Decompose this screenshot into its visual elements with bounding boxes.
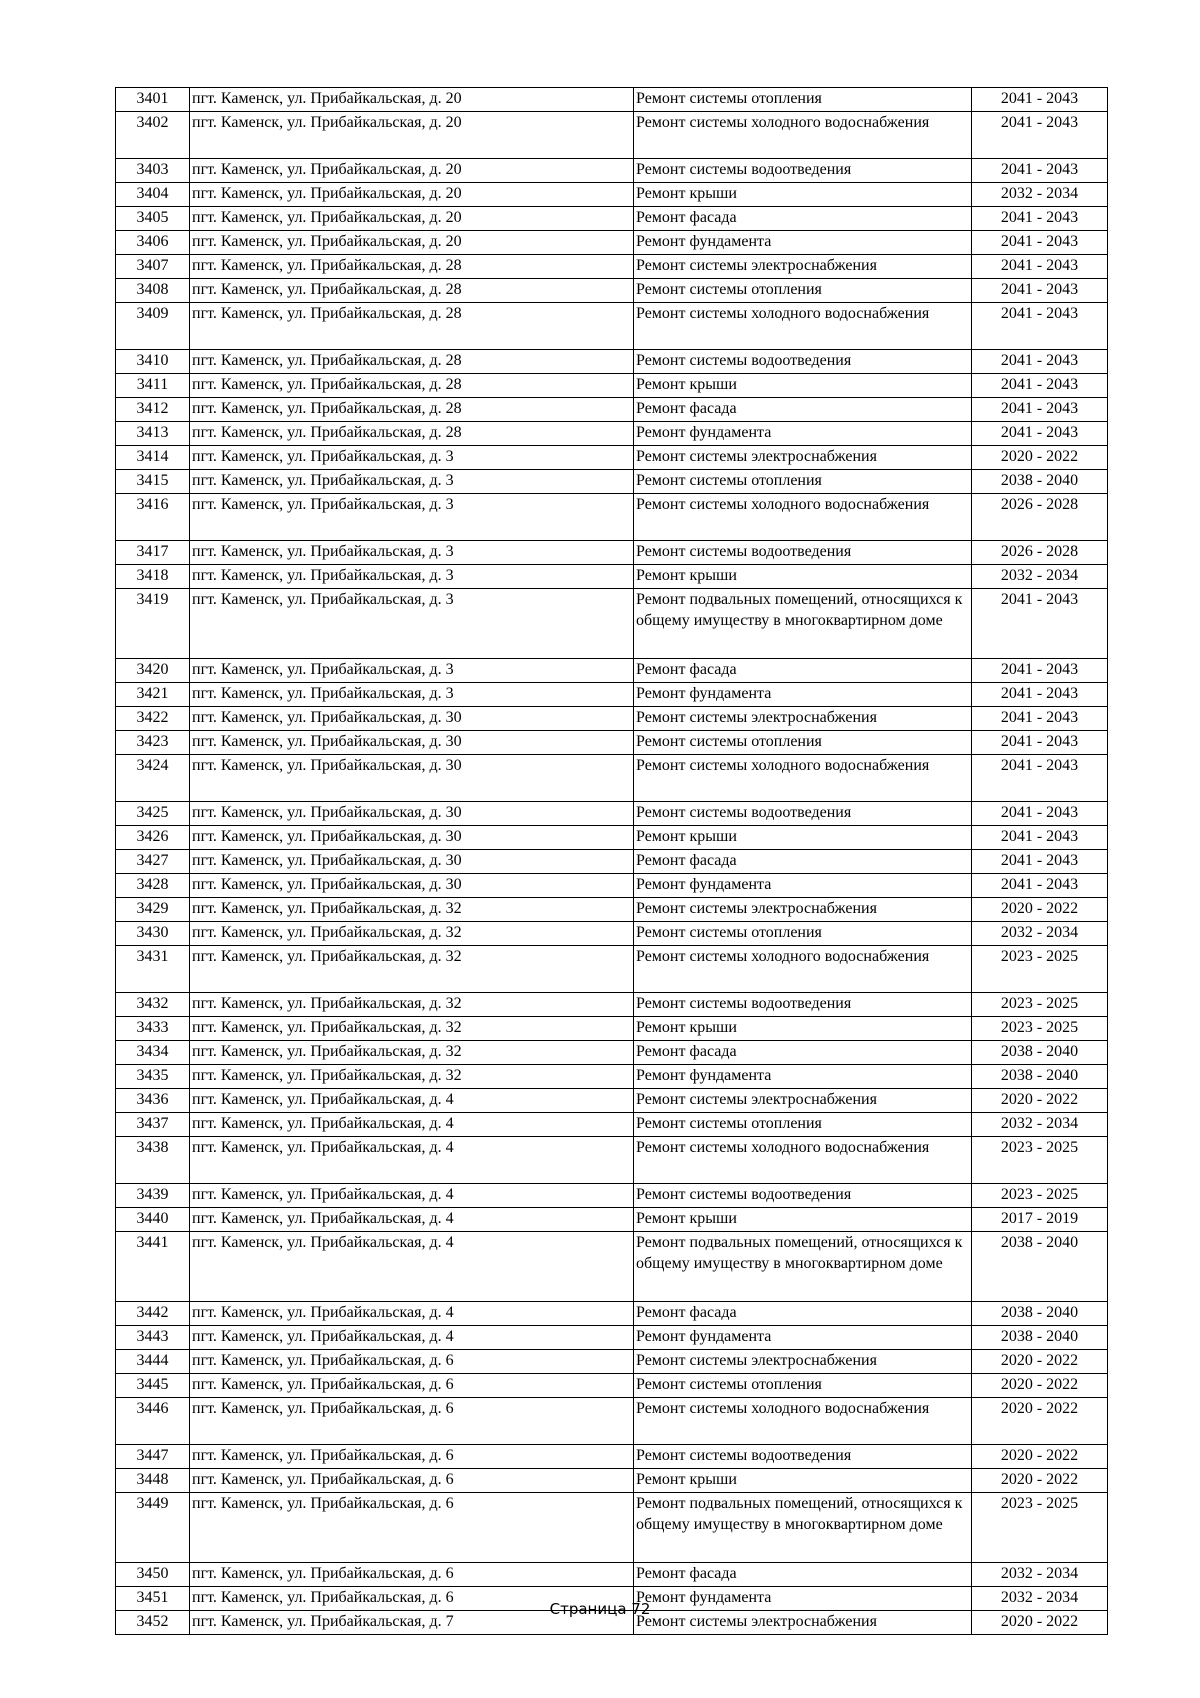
address-cell: пгт. Каменск, ул. Прибайкальская, д. 28: [190, 303, 634, 350]
row-number-cell: 3430: [116, 922, 190, 946]
work-type-cell: Ремонт системы электроснабжения: [634, 1611, 972, 1635]
period-cell: 2041 - 2043: [972, 88, 1108, 112]
work-type-cell: Ремонт крыши: [634, 1469, 972, 1493]
address-cell: пгт. Каменск, ул. Прибайкальская, д. 6: [190, 1469, 634, 1493]
row-number-cell: 3433: [116, 1017, 190, 1041]
period-cell: 2026 - 2028: [972, 494, 1108, 541]
work-type-cell: Ремонт системы холодного водоснабжения: [634, 1398, 972, 1445]
table-row: [116, 1089, 1108, 1113]
work-type-cell: Ремонт крыши: [634, 183, 972, 207]
table-row: [116, 494, 1108, 541]
work-type-cell: Ремонт системы холодного водоснабжения: [634, 755, 972, 802]
period-cell: 2041 - 2043: [972, 850, 1108, 874]
work-type-cell: Ремонт системы электроснабжения: [634, 255, 972, 279]
row-number-cell: 3404: [116, 183, 190, 207]
period-cell: 2032 - 2034: [972, 1113, 1108, 1137]
address-cell: пгт. Каменск, ул. Прибайкальская, д. 30: [190, 802, 634, 826]
period-cell: 2041 - 2043: [972, 659, 1108, 683]
address-cell: пгт. Каменск, ул. Прибайкальская, д. 7: [190, 1611, 634, 1635]
table-row: [116, 850, 1108, 874]
table-row: [116, 707, 1108, 731]
address-cell: пгт. Каменск, ул. Прибайкальская, д. 30: [190, 755, 634, 802]
period-cell: 2041 - 2043: [972, 350, 1108, 374]
period-cell: 2041 - 2043: [972, 731, 1108, 755]
table-row: [116, 993, 1108, 1017]
address-cell: пгт. Каменск, ул. Прибайкальская, д. 28: [190, 398, 634, 422]
row-number-cell: 3417: [116, 541, 190, 565]
address-cell: пгт. Каменск, ул. Прибайкальская, д. 4: [190, 1232, 634, 1302]
address-cell: пгт. Каменск, ул. Прибайкальская, д. 20: [190, 88, 634, 112]
period-cell: 2038 - 2040: [972, 1065, 1108, 1089]
table-row: [116, 1445, 1108, 1469]
period-cell: 2020 - 2022: [972, 446, 1108, 470]
work-type-cell: Ремонт фундамента: [634, 422, 972, 446]
address-cell: пгт. Каменск, ул. Прибайкальская, д. 3: [190, 589, 634, 659]
address-cell: пгт. Каменск, ул. Прибайкальская, д. 28: [190, 374, 634, 398]
work-type-cell: Ремонт системы водоотведения: [634, 350, 972, 374]
row-number-cell: 3406: [116, 231, 190, 255]
work-type-cell: Ремонт системы водоотведения: [634, 993, 972, 1017]
period-cell: 2041 - 2043: [972, 303, 1108, 350]
period-cell: 2041 - 2043: [972, 683, 1108, 707]
row-number-cell: 3442: [116, 1302, 190, 1326]
work-type-cell: Ремонт системы водоотведения: [634, 1445, 972, 1469]
row-number-cell: 3441: [116, 1232, 190, 1302]
address-cell: пгт. Каменск, ул. Прибайкальская, д. 6: [190, 1350, 634, 1374]
period-cell: 2023 - 2025: [972, 1493, 1108, 1563]
address-cell: пгт. Каменск, ул. Прибайкальская, д. 3: [190, 565, 634, 589]
period-cell: 2041 - 2043: [972, 589, 1108, 659]
work-type-cell: Ремонт системы холодного водоснабжения: [634, 1137, 972, 1184]
row-number-cell: 3407: [116, 255, 190, 279]
period-cell: 2020 - 2022: [972, 1445, 1108, 1469]
work-type-cell: Ремонт системы водоотведения: [634, 802, 972, 826]
work-type-cell: Ремонт фасада: [634, 1302, 972, 1326]
table-row: [116, 398, 1108, 422]
period-cell: 2023 - 2025: [972, 993, 1108, 1017]
address-cell: пгт. Каменск, ул. Прибайкальская, д. 32: [190, 1041, 634, 1065]
address-cell: пгт. Каменск, ул. Прибайкальская, д. 3: [190, 446, 634, 470]
row-number-cell: 3422: [116, 707, 190, 731]
table-row: [116, 470, 1108, 494]
work-type-cell: Ремонт системы электроснабжения: [634, 446, 972, 470]
address-cell: пгт. Каменск, ул. Прибайкальская, д. 30: [190, 731, 634, 755]
work-type-cell: Ремонт подвальных помещений, относящихся к общему имуществу в многоквартирном доме: [634, 589, 972, 659]
address-cell: пгт. Каменск, ул. Прибайкальская, д. 30: [190, 826, 634, 850]
work-type-cell: Ремонт фасада: [634, 659, 972, 683]
work-type-cell: Ремонт системы электроснабжения: [634, 1089, 972, 1113]
table-row: [116, 1113, 1108, 1137]
period-cell: 2041 - 2043: [972, 422, 1108, 446]
work-type-cell: Ремонт крыши: [634, 1017, 972, 1041]
work-type-cell: Ремонт системы холодного водоснабжения: [634, 303, 972, 350]
period-cell: 2041 - 2043: [972, 398, 1108, 422]
period-cell: 2038 - 2040: [972, 470, 1108, 494]
period-cell: 2032 - 2034: [972, 183, 1108, 207]
row-number-cell: 3425: [116, 802, 190, 826]
table-row: [116, 1208, 1108, 1232]
work-type-cell: Ремонт системы холодного водоснабжения: [634, 946, 972, 993]
table-row: [116, 589, 1108, 659]
table-row: [116, 1041, 1108, 1065]
row-number-cell: 3413: [116, 422, 190, 446]
page-number: Страница 72: [549, 1600, 651, 1618]
address-cell: пгт. Каменск, ул. Прибайкальская, д. 4: [190, 1326, 634, 1350]
address-cell: пгт. Каменск, ул. Прибайкальская, д. 20: [190, 183, 634, 207]
work-type-cell: Ремонт фасада: [634, 207, 972, 231]
period-cell: 2020 - 2022: [972, 1398, 1108, 1445]
table-row: [116, 231, 1108, 255]
row-number-cell: 3420: [116, 659, 190, 683]
work-type-cell: Ремонт крыши: [634, 1208, 972, 1232]
period-cell: 2041 - 2043: [972, 207, 1108, 231]
work-type-cell: Ремонт фасада: [634, 1563, 972, 1587]
work-type-cell: Ремонт фундамента: [634, 1587, 972, 1611]
period-cell: 2020 - 2022: [972, 1089, 1108, 1113]
table-row: [116, 303, 1108, 350]
work-type-cell: Ремонт фундамента: [634, 1326, 972, 1350]
table-row: [116, 183, 1108, 207]
table-row: [116, 874, 1108, 898]
work-type-cell: Ремонт системы отопления: [634, 1113, 972, 1137]
table-row: [116, 1374, 1108, 1398]
work-type-cell: Ремонт системы водоотведения: [634, 159, 972, 183]
address-cell: пгт. Каменск, ул. Прибайкальская, д. 4: [190, 1208, 634, 1232]
table-row: [116, 422, 1108, 446]
row-number-cell: 3424: [116, 755, 190, 802]
period-cell: 2032 - 2034: [972, 1563, 1108, 1587]
address-cell: пгт. Каменск, ул. Прибайкальская, д. 6: [190, 1445, 634, 1469]
row-number-cell: 3410: [116, 350, 190, 374]
row-number-cell: 3451: [116, 1587, 190, 1611]
table-row: [116, 350, 1108, 374]
row-number-cell: 3443: [116, 1326, 190, 1350]
table-row: [116, 731, 1108, 755]
period-cell: 2032 - 2034: [972, 922, 1108, 946]
address-cell: пгт. Каменск, ул. Прибайкальская, д. 20: [190, 207, 634, 231]
work-type-cell: Ремонт системы холодного водоснабжения: [634, 494, 972, 541]
row-number-cell: 3450: [116, 1563, 190, 1587]
table-row: [116, 659, 1108, 683]
row-number-cell: 3448: [116, 1469, 190, 1493]
period-cell: 2026 - 2028: [972, 541, 1108, 565]
work-type-cell: Ремонт подвальных помещений, относящихся к общему имуществу в многоквартирном доме: [634, 1232, 972, 1302]
row-number-cell: 3436: [116, 1089, 190, 1113]
period-cell: 2038 - 2040: [972, 1326, 1108, 1350]
work-type-cell: Ремонт системы водоотведения: [634, 541, 972, 565]
address-cell: пгт. Каменск, ул. Прибайкальская, д. 28: [190, 279, 634, 303]
work-type-cell: Ремонт системы отопления: [634, 88, 972, 112]
address-cell: пгт. Каменск, ул. Прибайкальская, д. 3: [190, 494, 634, 541]
period-cell: 2032 - 2034: [972, 1587, 1108, 1611]
address-cell: пгт. Каменск, ул. Прибайкальская, д. 4: [190, 1137, 634, 1184]
address-cell: пгт. Каменск, ул. Прибайкальская, д. 3: [190, 683, 634, 707]
work-type-cell: Ремонт системы холодного водоснабжения: [634, 112, 972, 159]
period-cell: 2041 - 2043: [972, 255, 1108, 279]
address-cell: пгт. Каменск, ул. Прибайкальская, д. 3: [190, 541, 634, 565]
period-cell: 2023 - 2025: [972, 1017, 1108, 1041]
work-type-cell: Ремонт системы электроснабжения: [634, 898, 972, 922]
table-row: [116, 1017, 1108, 1041]
period-cell: 2038 - 2040: [972, 1302, 1108, 1326]
work-type-cell: Ремонт подвальных помещений, относящихся к общему имуществу в многоквартирном доме: [634, 1493, 972, 1563]
row-number-cell: 3409: [116, 303, 190, 350]
work-type-cell: Ремонт фасада: [634, 1041, 972, 1065]
address-cell: пгт. Каменск, ул. Прибайкальская, д. 20: [190, 159, 634, 183]
row-number-cell: 3414: [116, 446, 190, 470]
work-type-cell: Ремонт фасада: [634, 850, 972, 874]
address-cell: пгт. Каменск, ул. Прибайкальская, д. 32: [190, 922, 634, 946]
period-cell: 2023 - 2025: [972, 1137, 1108, 1184]
period-cell: 2041 - 2043: [972, 707, 1108, 731]
row-number-cell: 3447: [116, 1445, 190, 1469]
table-row: [116, 1065, 1108, 1089]
table-row: [116, 446, 1108, 470]
table-row: [116, 1493, 1108, 1563]
period-cell: 2041 - 2043: [972, 159, 1108, 183]
address-cell: пгт. Каменск, ул. Прибайкальская, д. 32: [190, 898, 634, 922]
row-number-cell: 3438: [116, 1137, 190, 1184]
period-cell: 2023 - 2025: [972, 1184, 1108, 1208]
period-cell: 2032 - 2034: [972, 565, 1108, 589]
row-number-cell: 3445: [116, 1374, 190, 1398]
work-type-cell: Ремонт системы отопления: [634, 922, 972, 946]
work-type-cell: Ремонт системы электроснабжения: [634, 707, 972, 731]
table-row: [116, 683, 1108, 707]
table-row: [116, 159, 1108, 183]
address-cell: пгт. Каменск, ул. Прибайкальская, д. 20: [190, 231, 634, 255]
period-cell: 2041 - 2043: [972, 826, 1108, 850]
period-cell: 2038 - 2040: [972, 1232, 1108, 1302]
work-type-cell: Ремонт фундамента: [634, 231, 972, 255]
works-table-body: [116, 88, 1108, 1635]
period-cell: 2041 - 2043: [972, 231, 1108, 255]
period-cell: 2041 - 2043: [972, 374, 1108, 398]
address-cell: пгт. Каменск, ул. Прибайкальская, д. 4: [190, 1089, 634, 1113]
address-cell: пгт. Каменск, ул. Прибайкальская, д. 6: [190, 1374, 634, 1398]
row-number-cell: 3437: [116, 1113, 190, 1137]
table-row: [116, 565, 1108, 589]
row-number-cell: 3401: [116, 88, 190, 112]
row-number-cell: 3418: [116, 565, 190, 589]
row-number-cell: 3408: [116, 279, 190, 303]
address-cell: пгт. Каменск, ул. Прибайкальская, д. 6: [190, 1493, 634, 1563]
period-cell: 2020 - 2022: [972, 898, 1108, 922]
row-number-cell: 3419: [116, 589, 190, 659]
work-type-cell: Ремонт фундамента: [634, 1065, 972, 1089]
period-cell: 2041 - 2043: [972, 802, 1108, 826]
work-type-cell: Ремонт системы отопления: [634, 279, 972, 303]
period-cell: 2020 - 2022: [972, 1374, 1108, 1398]
work-type-cell: Ремонт системы отопления: [634, 731, 972, 755]
table-row: [116, 922, 1108, 946]
table-row: [116, 946, 1108, 993]
period-cell: 2020 - 2022: [972, 1350, 1108, 1374]
address-cell: пгт. Каменск, ул. Прибайкальская, д. 6: [190, 1398, 634, 1445]
work-type-cell: Ремонт системы отопления: [634, 1374, 972, 1398]
row-number-cell: 3428: [116, 874, 190, 898]
address-cell: пгт. Каменск, ул. Прибайкальская, д. 30: [190, 850, 634, 874]
address-cell: пгт. Каменск, ул. Прибайкальская, д. 6: [190, 1563, 634, 1587]
work-type-cell: Ремонт крыши: [634, 374, 972, 398]
address-cell: пгт. Каменск, ул. Прибайкальская, д. 30: [190, 874, 634, 898]
row-number-cell: 3403: [116, 159, 190, 183]
row-number-cell: 3435: [116, 1065, 190, 1089]
works-table: [115, 87, 1108, 1635]
row-number-cell: 3415: [116, 470, 190, 494]
row-number-cell: 3434: [116, 1041, 190, 1065]
period-cell: 2041 - 2043: [972, 755, 1108, 802]
row-number-cell: 3421: [116, 683, 190, 707]
address-cell: пгт. Каменск, ул. Прибайкальская, д. 28: [190, 255, 634, 279]
period-cell: 2017 - 2019: [972, 1208, 1108, 1232]
work-type-cell: Ремонт фасада: [634, 398, 972, 422]
address-cell: пгт. Каменск, ул. Прибайкальская, д. 30: [190, 707, 634, 731]
table-row: [116, 898, 1108, 922]
row-number-cell: 3402: [116, 112, 190, 159]
work-type-cell: Ремонт крыши: [634, 565, 972, 589]
table-row: [116, 1326, 1108, 1350]
table-row: [116, 255, 1108, 279]
row-number-cell: 3431: [116, 946, 190, 993]
address-cell: пгт. Каменск, ул. Прибайкальская, д. 3: [190, 659, 634, 683]
table-row: [116, 826, 1108, 850]
row-number-cell: 3427: [116, 850, 190, 874]
address-cell: пгт. Каменск, ул. Прибайкальская, д. 6: [190, 1587, 634, 1611]
address-cell: пгт. Каменск, ул. Прибайкальская, д. 32: [190, 993, 634, 1017]
table-row: [116, 1563, 1108, 1587]
address-cell: пгт. Каменск, ул. Прибайкальская, д. 28: [190, 350, 634, 374]
row-number-cell: 3405: [116, 207, 190, 231]
table-row: [116, 112, 1108, 159]
row-number-cell: 3416: [116, 494, 190, 541]
table-row: [116, 1302, 1108, 1326]
table-row: [116, 541, 1108, 565]
table-row: [116, 1350, 1108, 1374]
table-row: [116, 1184, 1108, 1208]
period-cell: 2038 - 2040: [972, 1041, 1108, 1065]
row-number-cell: 3426: [116, 826, 190, 850]
work-type-cell: Ремонт системы водоотведения: [634, 1184, 972, 1208]
row-number-cell: 3440: [116, 1208, 190, 1232]
address-cell: пгт. Каменск, ул. Прибайкальская, д. 20: [190, 112, 634, 159]
row-number-cell: 3423: [116, 731, 190, 755]
row-number-cell: 3444: [116, 1350, 190, 1374]
row-number-cell: 3439: [116, 1184, 190, 1208]
row-number-cell: 3452: [116, 1611, 190, 1635]
period-cell: 2041 - 2043: [972, 279, 1108, 303]
table-row: [116, 374, 1108, 398]
address-cell: пгт. Каменск, ул. Прибайкальская, д. 28: [190, 422, 634, 446]
period-cell: 2020 - 2022: [972, 1469, 1108, 1493]
row-number-cell: 3446: [116, 1398, 190, 1445]
period-cell: 2041 - 2043: [972, 112, 1108, 159]
table-row: [116, 207, 1108, 231]
table-row: [116, 279, 1108, 303]
table-row: [116, 1232, 1108, 1302]
table-row: [116, 88, 1108, 112]
address-cell: пгт. Каменск, ул. Прибайкальская, д. 4: [190, 1184, 634, 1208]
address-cell: пгт. Каменск, ул. Прибайкальская, д. 32: [190, 1017, 634, 1041]
work-type-cell: Ремонт системы электроснабжения: [634, 1350, 972, 1374]
address-cell: пгт. Каменск, ул. Прибайкальская, д. 4: [190, 1113, 634, 1137]
table-row: [116, 755, 1108, 802]
period-cell: 2023 - 2025: [972, 946, 1108, 993]
address-cell: пгт. Каменск, ул. Прибайкальская, д. 3: [190, 470, 634, 494]
address-cell: пгт. Каменск, ул. Прибайкальская, д. 32: [190, 946, 634, 993]
work-type-cell: Ремонт крыши: [634, 826, 972, 850]
address-cell: пгт. Каменск, ул. Прибайкальская, д. 4: [190, 1302, 634, 1326]
period-cell: 2041 - 2043: [972, 874, 1108, 898]
row-number-cell: 3432: [116, 993, 190, 1017]
table-row: [116, 1398, 1108, 1445]
table-row: [116, 1469, 1108, 1493]
row-number-cell: 3449: [116, 1493, 190, 1563]
work-type-cell: Ремонт системы отопления: [634, 470, 972, 494]
row-number-cell: 3412: [116, 398, 190, 422]
table-row: [116, 802, 1108, 826]
row-number-cell: 3411: [116, 374, 190, 398]
period-cell: 2020 - 2022: [972, 1611, 1108, 1635]
work-type-cell: Ремонт фундамента: [634, 874, 972, 898]
row-number-cell: 3429: [116, 898, 190, 922]
work-type-cell: Ремонт фундамента: [634, 683, 972, 707]
table-row: [116, 1137, 1108, 1184]
address-cell: пгт. Каменск, ул. Прибайкальская, д. 32: [190, 1065, 634, 1089]
